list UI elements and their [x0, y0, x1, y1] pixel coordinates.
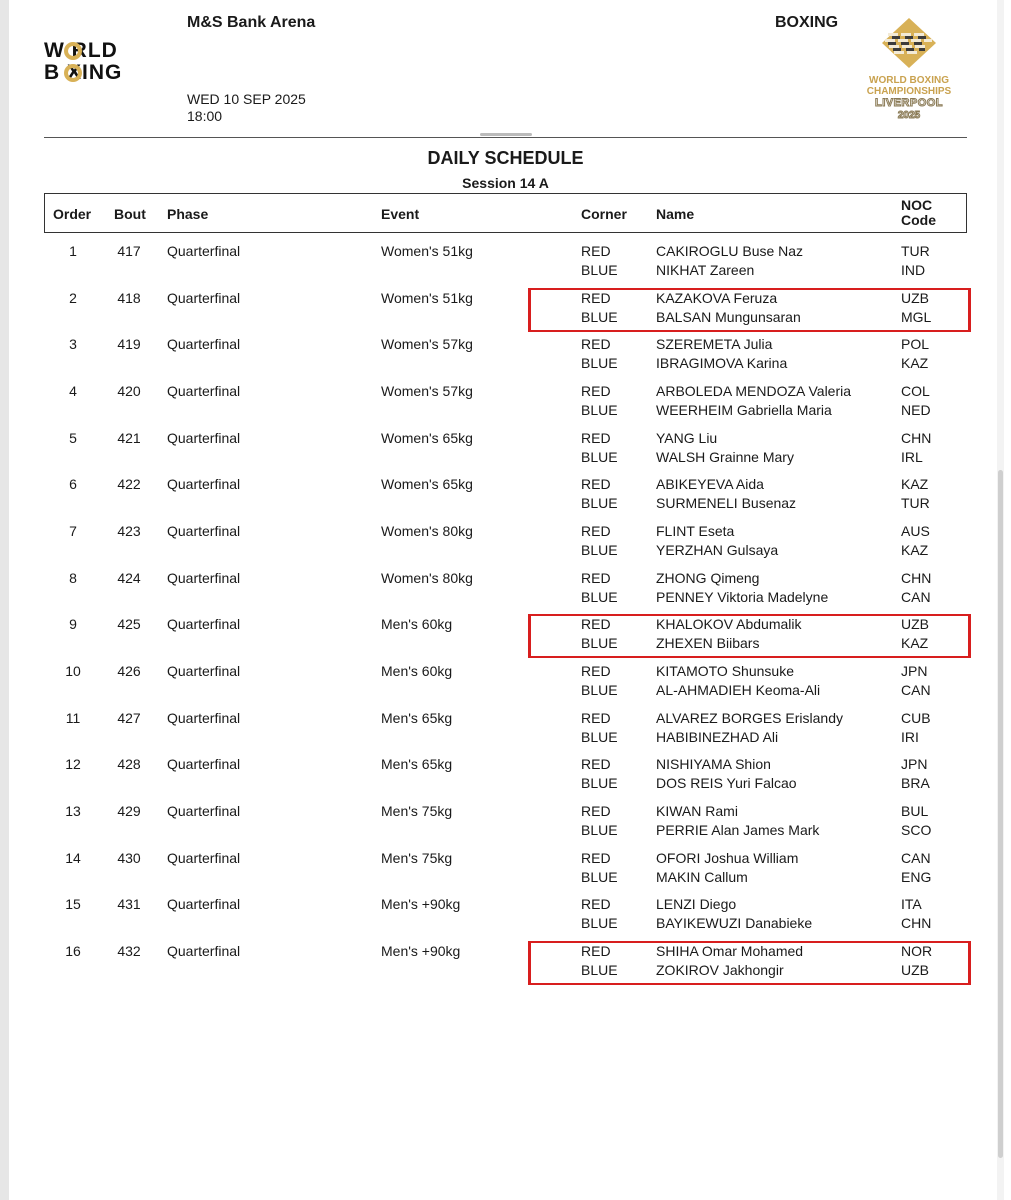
cell-corner-red: RED	[581, 849, 611, 866]
cell-name-red: ZHONG Qimeng	[656, 569, 760, 586]
cell-order: 13	[65, 803, 81, 820]
cell-noc-blue: KAZ	[901, 635, 929, 652]
cell-noc-red: ITA	[901, 896, 922, 913]
cell-phase: Quarterfinal	[167, 896, 241, 913]
cell-corner-red: RED	[581, 616, 611, 633]
cell-corner-blue: BLUE	[581, 355, 618, 372]
cell-order: 6	[69, 476, 77, 493]
championships-logo	[852, 14, 966, 126]
cell-order: 14	[65, 849, 81, 866]
cell-phase: Quarterfinal	[167, 383, 241, 399]
cell-noc-blue: CAN	[901, 588, 931, 605]
cell-noc-blue: KAZ	[901, 355, 929, 372]
highlight-box	[528, 941, 971, 985]
cell-name-blue: IBRAGIMOVA Karina	[656, 355, 788, 372]
cell-name-red: ABIKEYEVA Aida	[656, 476, 764, 493]
cell-corner-blue: BLUE	[581, 308, 618, 325]
cell-order: 10	[65, 663, 81, 680]
cell-event: Men's 75kg	[381, 849, 453, 866]
cell-event: Men's +90kg	[381, 896, 461, 913]
cell-name-red: KAZAKOVA Feruza	[656, 289, 778, 306]
cell-phase: Quarterfinal	[167, 429, 241, 446]
cell-corner-blue: BLUE	[581, 775, 618, 792]
cell-corner-blue: BLUE	[581, 822, 618, 839]
cell-bout: 419	[117, 336, 141, 353]
cell-noc-red: BUL	[901, 803, 929, 820]
cell-corner-blue: BLUE	[581, 495, 618, 512]
cell-event: Men's 75kg	[381, 803, 453, 820]
cell-event: Men's +90kg	[381, 943, 461, 960]
cell-noc-red: CAN	[901, 849, 931, 866]
cell-phase: Quarterfinal	[167, 336, 241, 353]
cell-corner-blue: BLUE	[581, 962, 618, 979]
cell-noc-blue: TUR	[901, 495, 930, 512]
cell-event: Men's 65kg	[381, 756, 453, 773]
cell-event: Men's 60kg	[381, 616, 453, 633]
cell-event: Women's 80kg	[381, 523, 473, 540]
header-name: Name	[656, 206, 695, 222]
cell-name-blue: BALSAN Mungunsaran	[656, 308, 801, 325]
cell-noc-red: CUB	[901, 709, 931, 726]
cell-noc-red: KAZ	[901, 476, 929, 493]
cell-phase: Quarterfinal	[167, 849, 241, 866]
cell-name-red: ALVAREZ BORGES Erislandy	[656, 709, 843, 726]
cell-name-blue: BAYIKEWUZI Danabieke	[656, 915, 813, 932]
championship-emblem-icon	[852, 14, 966, 74]
cell-corner-blue: BLUE	[581, 728, 618, 745]
cell-corner-red: RED	[581, 336, 611, 353]
cell-event: Women's 80kg	[381, 569, 473, 586]
cell-event: Women's 65kg	[381, 429, 473, 446]
cell-name-red: KHALOKOV Abdumalik	[656, 616, 802, 633]
cell-event: Women's 57kg	[381, 383, 473, 399]
scrollbar-thumb[interactable]	[998, 470, 1003, 1158]
cell-order: 15	[65, 896, 81, 913]
cell-corner-blue: BLUE	[581, 588, 618, 605]
cell-noc-blue: ENG	[901, 868, 932, 885]
cell-corner-blue: BLUE	[581, 635, 618, 652]
highlight-box	[528, 288, 971, 332]
cell-bout: 427	[117, 709, 141, 726]
header-corner: Corner	[581, 206, 627, 222]
page-title: DAILY SCHEDULE	[427, 148, 584, 168]
cell-name-blue: YERZHAN Gulsaya	[656, 542, 779, 559]
header-noc-code	[901, 198, 936, 228]
cell-order: 12	[65, 756, 81, 773]
cell-order: 9	[69, 616, 77, 633]
logo-ring-icon	[64, 42, 82, 60]
cell-corner-blue: BLUE	[581, 542, 618, 559]
cell-name-red: ARBOLEDA MENDOZA Valeria	[656, 383, 852, 399]
cell-corner-blue: BLUE	[581, 402, 618, 418]
cell-noc-blue: KAZ	[901, 542, 929, 559]
cell-name-blue: WALSH Grainne Mary	[656, 448, 794, 465]
page-break-handle	[480, 133, 532, 136]
cell-corner-red: RED	[581, 383, 611, 399]
date: WED 10 SEP 2025	[187, 91, 306, 107]
cell-order: 1	[69, 243, 77, 259]
cell-bout: 417	[117, 243, 141, 259]
cell-name-blue: HABIBINEZHAD Ali	[656, 728, 779, 745]
cell-phase: Quarterfinal	[167, 943, 241, 960]
cell-phase: Quarterfinal	[167, 616, 241, 633]
cell-noc-red: AUS	[901, 523, 930, 540]
cell-noc-red: COL	[901, 383, 930, 399]
cell-phase: Quarterfinal	[167, 523, 241, 540]
cell-name-blue: WEERHEIM Gabriella Maria	[656, 402, 832, 418]
header-noc: NOC	[901, 197, 933, 213]
cell-name-blue: ZOKIROV Jakhongir	[656, 962, 784, 979]
cell-bout: 421	[117, 429, 141, 446]
logo-line-2: B XING	[44, 61, 123, 84]
cell-name-blue: PENNEY Viktoria Madelyne	[656, 588, 829, 605]
cell-corner-red: RED	[581, 429, 611, 446]
cell-corner-red: RED	[581, 803, 611, 820]
cell-phase: Quarterfinal	[167, 756, 241, 773]
cell-event: Men's 60kg	[381, 663, 453, 680]
cell-corner-red: RED	[581, 523, 611, 540]
logo-text-line-3: LIVERPOOL	[874, 97, 944, 109]
venue: M&S Bank Arena	[187, 14, 316, 31]
cell-order: 5	[69, 429, 77, 446]
cell-noc-blue: BRA	[901, 775, 930, 792]
cell-phase: Quarterfinal	[167, 243, 241, 259]
cell-phase: Quarterfinal	[167, 569, 241, 586]
cell-noc-blue: SCO	[901, 822, 932, 839]
cell-name-blue: PERRIE Alan James Mark	[656, 822, 820, 839]
cell-bout: 428	[117, 756, 141, 773]
cell-name-red: KITAMOTO Shunsuke	[656, 663, 794, 680]
cell-name-blue: AL-AHMADIEH Keoma-Ali	[656, 682, 821, 699]
cell-phase: Quarterfinal	[167, 709, 241, 726]
cell-corner-red: RED	[581, 943, 611, 960]
cell-corner-red: RED	[581, 569, 611, 586]
cell-order: 8	[69, 569, 77, 586]
logo-text-line-4: 2025	[897, 110, 921, 121]
cell-phase: Quarterfinal	[167, 476, 241, 493]
cell-event: Women's 57kg	[381, 336, 473, 353]
world-boxing-logo	[44, 40, 169, 84]
cell-noc-red: NOR	[901, 943, 933, 960]
cell-noc-red: CHN	[901, 569, 932, 586]
cell-order: 4	[69, 383, 77, 399]
cell-name-red: NISHIYAMA Shion	[656, 756, 771, 773]
header-divider	[44, 137, 967, 138]
cell-noc-red: POL	[901, 336, 930, 353]
header-order: Order	[53, 206, 92, 222]
cell-name-red: KIWAN Rami	[656, 803, 738, 820]
cell-corner-red: RED	[581, 756, 611, 773]
cell-noc-blue: MGL	[901, 308, 932, 325]
cell-name-blue: ZHEXEN Biibars	[656, 635, 760, 652]
highlight-box	[528, 614, 971, 658]
cell-noc-red: UZB	[901, 616, 929, 633]
cell-corner-blue: BLUE	[581, 262, 618, 278]
header-event: Event	[381, 206, 420, 222]
cell-corner-red: RED	[581, 243, 611, 259]
logo-text-line-1: WORLD BOXING	[869, 75, 949, 86]
time: 18:00	[187, 108, 223, 124]
header-code: Code	[901, 212, 936, 228]
cell-noc-blue: CHN	[901, 915, 932, 932]
cell-corner-blue: BLUE	[581, 915, 618, 932]
cell-event: Men's 65kg	[381, 709, 453, 726]
cell-noc-blue: IRL	[901, 448, 923, 465]
cell-bout: 420	[117, 383, 141, 399]
cell-name-red: SZEREMETA Julia	[656, 336, 773, 353]
cell-noc-blue: UZB	[901, 962, 929, 979]
cell-bout: 418	[117, 289, 141, 306]
cell-noc-red: UZB	[901, 289, 929, 306]
cell-bout: 432	[117, 943, 141, 960]
cell-corner-red: RED	[581, 289, 611, 306]
cell-corner-blue: BLUE	[581, 682, 618, 699]
logo-ring-icon	[64, 64, 82, 82]
sport: BOXING	[775, 14, 839, 31]
cell-order: 16	[65, 943, 81, 960]
cell-bout: 429	[117, 803, 141, 820]
header-bout: Bout	[114, 206, 146, 222]
cell-corner-blue: BLUE	[581, 448, 618, 465]
cell-name-red: YANG Liu	[656, 429, 718, 446]
logo-line-1: W RLD	[44, 39, 118, 62]
cell-order: 3	[69, 336, 77, 353]
cell-corner-red: RED	[581, 896, 611, 913]
cell-order: 7	[69, 523, 77, 540]
session-label: Session 14 A	[462, 175, 549, 191]
cell-noc-blue: NED	[901, 402, 931, 418]
cell-phase: Quarterfinal	[167, 289, 241, 306]
cell-name-red: FLINT Eseta	[656, 523, 735, 540]
cell-corner-red: RED	[581, 476, 611, 493]
cell-order: 2	[69, 289, 77, 306]
cell-order: 11	[65, 709, 81, 726]
cell-bout: 422	[117, 476, 141, 493]
cell-name-blue: SURMENELI Busenaz	[656, 495, 797, 512]
cell-noc-blue: IND	[901, 262, 926, 278]
cell-noc-blue: IRI	[901, 728, 919, 745]
cell-name-red: CAKIROGLU Buse Naz	[656, 243, 804, 259]
cell-noc-red: CHN	[901, 429, 932, 446]
cell-event: Women's 65kg	[381, 476, 473, 493]
cell-corner-red: RED	[581, 709, 611, 726]
cell-bout: 431	[117, 896, 141, 913]
cell-name-blue: DOS REIS Yuri Falcao	[656, 775, 797, 792]
cell-phase: Quarterfinal	[167, 663, 241, 680]
cell-corner-blue: BLUE	[581, 868, 618, 885]
cell-name-blue: MAKIN Callum	[656, 868, 748, 885]
cell-noc-blue: CAN	[901, 682, 931, 699]
cell-bout: 423	[117, 523, 141, 540]
cell-noc-red: TUR	[901, 243, 930, 259]
cell-noc-red: JPN	[901, 756, 928, 773]
cell-phase: Quarterfinal	[167, 803, 241, 820]
cell-name-red: OFORI Joshua William	[656, 849, 799, 866]
cell-noc-red: JPN	[901, 663, 928, 680]
cell-name-red: LENZI Diego	[656, 896, 737, 913]
cell-bout: 430	[117, 849, 141, 866]
cell-event: Women's 51kg	[381, 289, 473, 306]
cell-name-red: SHIHA Omar Mohamed	[656, 943, 804, 960]
cell-bout: 424	[117, 569, 141, 586]
cell-name-blue: NIKHAT Zareen	[656, 262, 755, 278]
header-phase: Phase	[167, 206, 209, 222]
date-time	[187, 91, 306, 125]
cell-corner-red: RED	[581, 663, 611, 680]
logo-text-line-2: CHAMPIONSHIPS	[866, 86, 952, 97]
cell-bout: 425	[117, 616, 141, 633]
cell-event: Women's 51kg	[381, 243, 473, 259]
cell-bout: 426	[117, 663, 141, 680]
